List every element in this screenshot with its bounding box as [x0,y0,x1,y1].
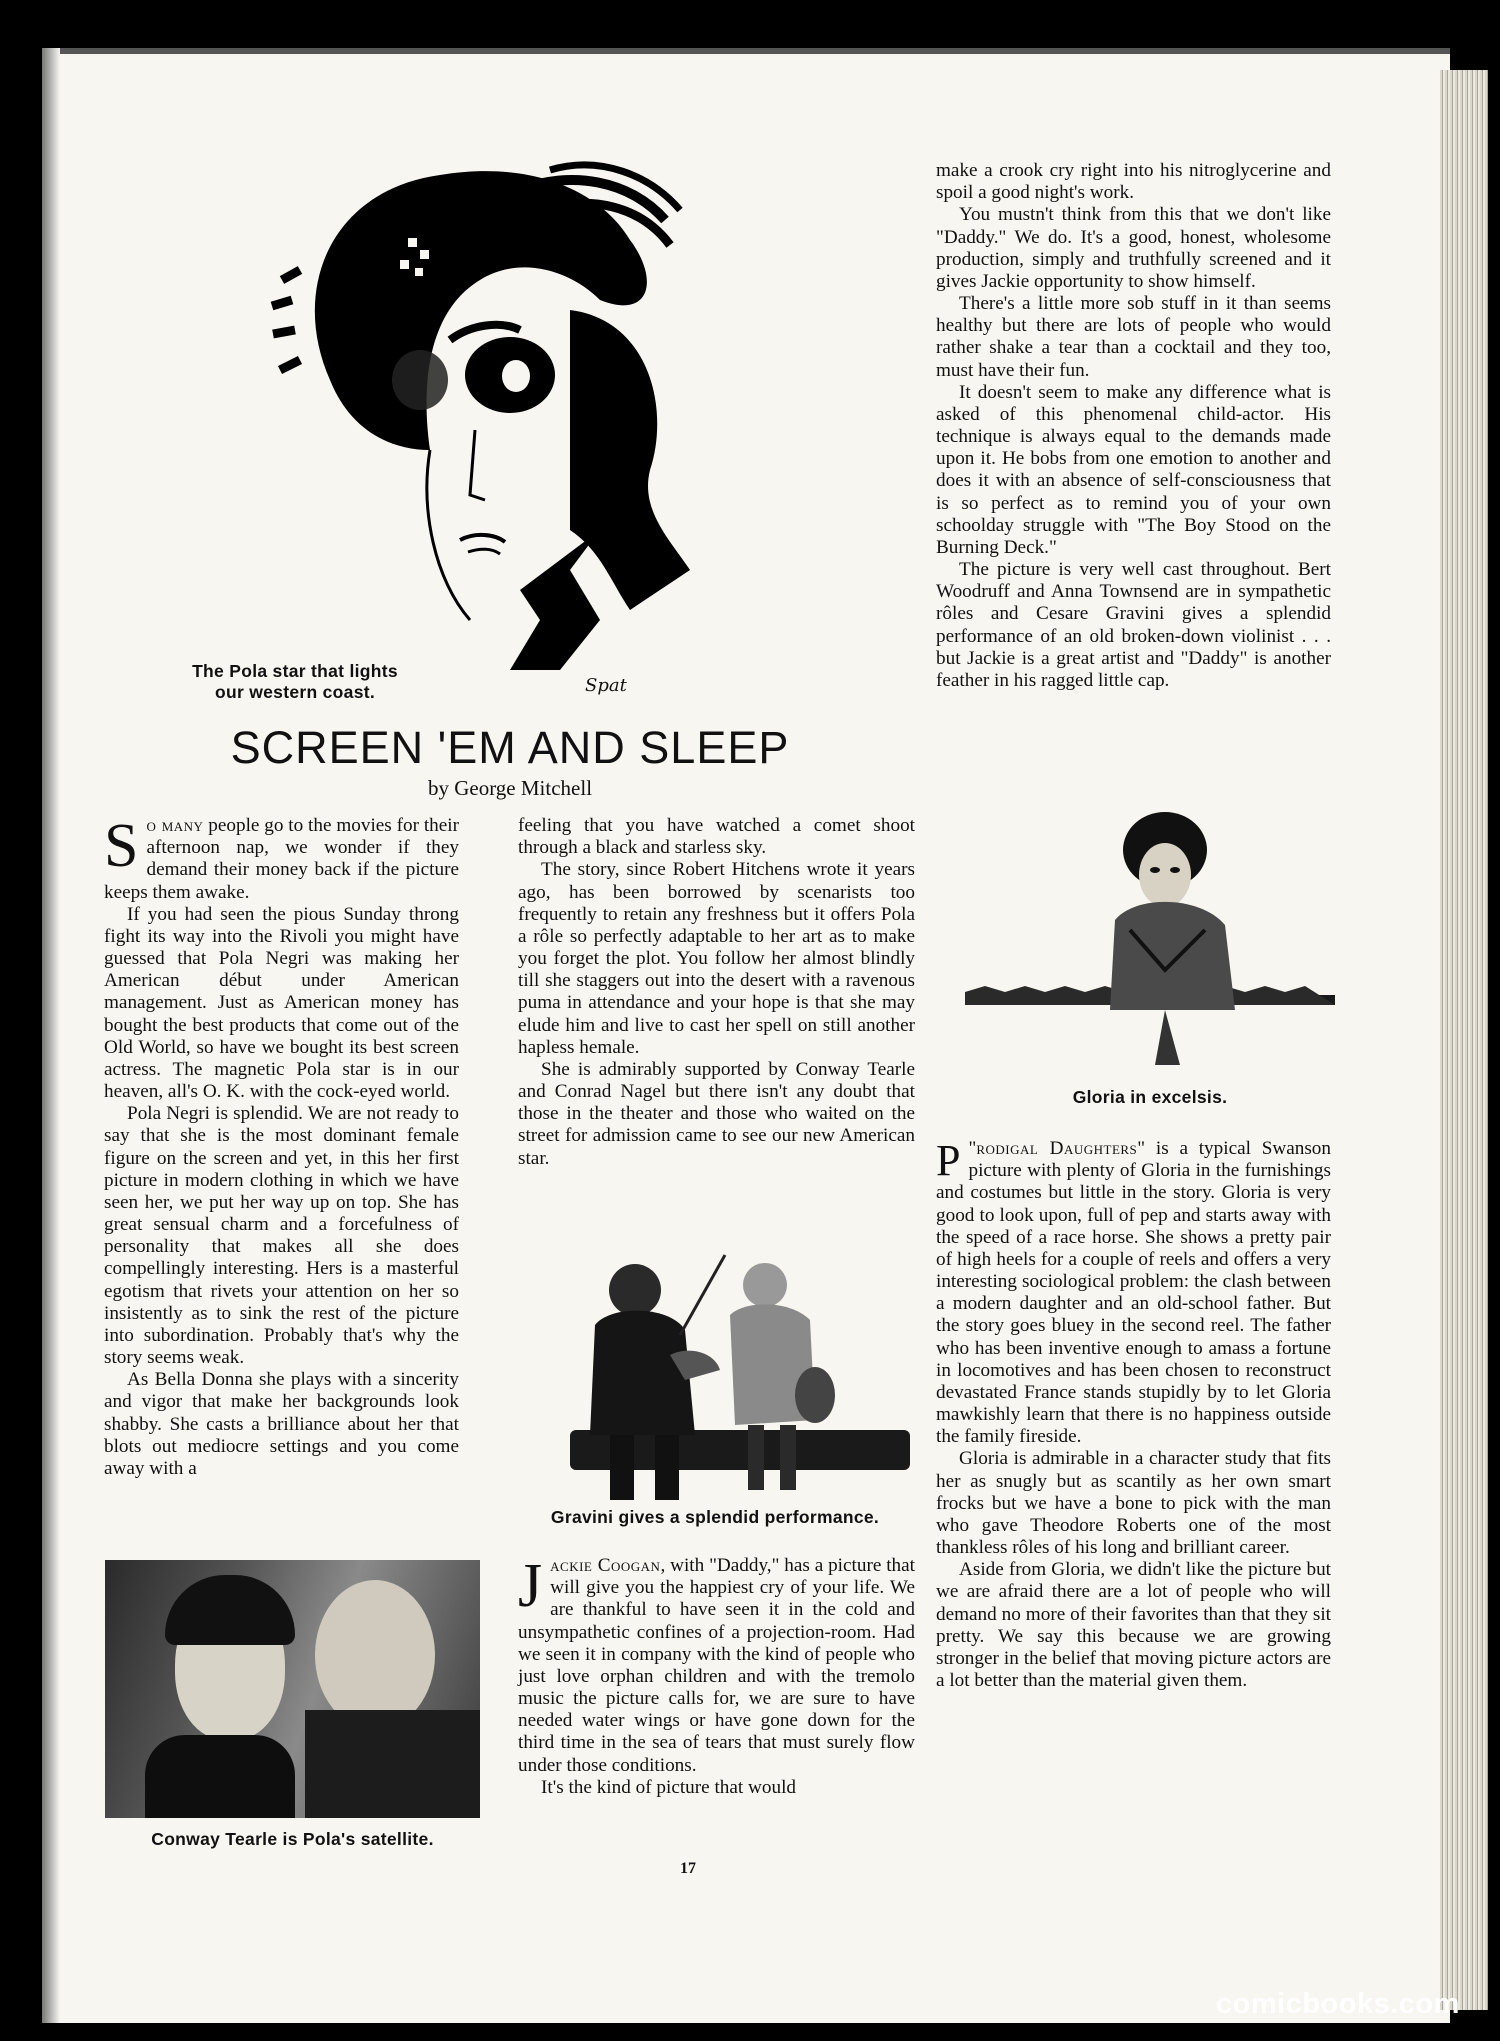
col3-pd-smallcaps: rodigal Daughters [976,1138,1138,1159]
col3-paragraph-2: You mustn't think from this that we don't like "Daddy." We do. It's a good, honest, wholesome production, simply and truthfully screened and it gives Jackie opportunity to show himself. [936,204,1331,292]
column-3-lower [936,1138,1331,1692]
col2-j-text: , with "Daddy," has a picture that will give you the happiest cry of your life. We are thankful to have seen it in the cold and unsympathetic confines of a projection-room. Had we seen it in company with the kind of people who just love orphan children and with the tremolo music the picture calls for, we are sure to have needed water wings or have gone down for the third time in the sea of tears that must surely flow under those conditions. [518,1555,915,1776]
dropcap-s: S [104,812,139,880]
col3-prodigal-paragraph [936,1138,1331,1448]
col3-paragraph-5: The picture is very well cast throughout. Bert Woodruff and Anna Townsend are in sympathetic rôles and Cesare Gravini gives a splendid performance of an old broken-down violinist . . . but Jackie is a great artist and "Daddy" is another feather in his ragged little cap. [936,559,1331,691]
col2-paragraph-3: She is admirably supported by Conway Tearle and Conrad Nagel but there isn't any doubt that those in the theater and those who waited on the street for admission came to see our new American star. [518,1058,915,1169]
conway-caption: Conway Tearle is Pola's satellite. [151,1829,434,1849]
gravini-caption: Gravini gives a splendid performance. [550,1507,880,1527]
col1-paragraph-2: If you had seen the pious Sunday throng fight its way into the Rivoli you might have guessed that Pola Negri was making her American début under American management. Just as American money has bought the best products that come out of the Old World, so have we bought its best screen actress. The magnetic Pola star is in our heaven, all's O. K. with the cock-eyed world. [104,903,459,1103]
col3-pd-text: " is a typical Swanson picture with plenty of Gloria in the furnishings and costumes but little in the story. Gloria is very good to look upon, full of pep and starts away with the speed of a race horse. She shows a pretty pair of high heels for a couple of reels and offers a very interesting sociological problem: the clash between a modern daughter and an old-school father. But the story goes bluey in the second reel. The father who has been inventive enough to amass a fortune in locomotives and has been chosen to reconstruct devastated France stands stupidly by to let Gloria mawkishly learn that there is no happiness outside the family fireside. [936,1138,1331,1448]
gloria-caption: Gloria in excelsis. [1072,1087,1228,1107]
col2-paragraph-2: The story, since Robert Hitchens wrote it years ago, has been borrowed by scenarists too frequently to retain any freshness but it offers Pola a rôle so perfectly adaptable to her art as to make you forget the plot. You follow her almost blindly till she staggers out into the desert with a ravenous puma in attendance and your hope is that she may elude him and live to cast her spell on still another hapless hemale. [518,859,915,1058]
pola-caption-line1: The Pola star that lights [192,661,398,681]
page-number: 17 [680,1860,696,1877]
artist-signature: Spat [585,675,627,696]
column-2-lower [518,1552,915,1799]
spine-shadow [42,48,60,2023]
col2-j-smallcaps: ackie Coogan [550,1555,661,1576]
gravini-daddy-photo [570,1235,910,1500]
article-title: SCREEN 'EM AND SLEEP [230,722,790,773]
col1-p1-text: people go to the movies for their afternoon nap, we wonder if they demand their money back if the picture keeps them awake. [104,815,459,903]
col1-paragraph-4: As Bella Donna she plays with a sincerity and vigor that make her backgrounds look shabby. She casts a brilliance about her that blots out mediocre settings and you come away with a [104,1369,459,1479]
col2-paragraph-1: feeling that you have watched a comet shoot through a black and starless sky. [518,815,915,859]
col3-open-quote: " [968,1138,977,1159]
column-2-upper [518,815,915,1170]
col3-paragraph-3: There's a little more sob stuff in it than seems healthy but there are lots of people who would rather shake a tear than a cocktail and they too, must have their fun. [936,293,1331,381]
column-1 [104,812,459,1480]
col3-paragraph-7: Gloria is admirable in a character study that fits her as snugly but as scantily as her own smart frocks but we have a bone to pick with the man who gave Theodore Roberts one of the most thankless rôles of his long and brilliant career. [936,1448,1331,1559]
pola-negri-sketch [270,150,750,690]
article-byline: by George Mitchell [427,776,593,800]
gloria-swanson-photo [965,800,1335,1065]
dropcap-j: J [518,1552,543,1620]
col2-jackie-paragraph [518,1552,915,1777]
pola-sketch-caption [150,661,440,703]
page-stack-edges [1440,70,1488,2010]
col1-p1-smallcaps: o many [146,815,204,836]
dropcap-p: P [936,1136,961,1185]
conway-tearle-photo [105,1560,480,1818]
col1-paragraph-3: Pola Negri is splendid. We are not ready to say that she is the most dominant female figure on the screen and yet, in this her first picture in modern clothing in which we have seen her, we put her way up on top. She has great sensual charm and a forcefulness of personality that makes all she does compellingly interesting. Hers is a masterful egotism that rivets your attention on her so insistently as to sink the rest of the picture into subordination. Probably that's why the story seems weak. [104,1103,459,1369]
page-top-edge [42,48,1450,54]
col2-jackie-paragraph-2: It's the kind of picture that would [541,1776,797,1798]
col3-paragraph-1: make a crook cry right into his nitroglycerine and spoil a good night's work. [936,160,1331,204]
column-3-upper [936,160,1331,692]
site-watermark: comicbooks.com [1216,1988,1460,2020]
col3-paragraph-8: Aside from Gloria, we didn't like the picture but we are afraid there are a lot of people who will demand no more of their favorites than that they sit pretty. We say this because we are growing stronger in the belief that moving picture actors are a lot better than the material given them. [936,1559,1331,1692]
pola-caption-line2: our western coast. [214,682,376,702]
col1-paragraph-1 [104,812,459,904]
col3-paragraph-4: It doesn't seem to make any difference what is asked of this phenomenal child-actor. His technique is always equal to the demands made upon it. He bobs from one emotion to another and does it with an absence of self-consciousness that is so perfect as to remind you of your own schoolday struggle with "The Boy Stood on the Burning Deck." [936,381,1331,558]
